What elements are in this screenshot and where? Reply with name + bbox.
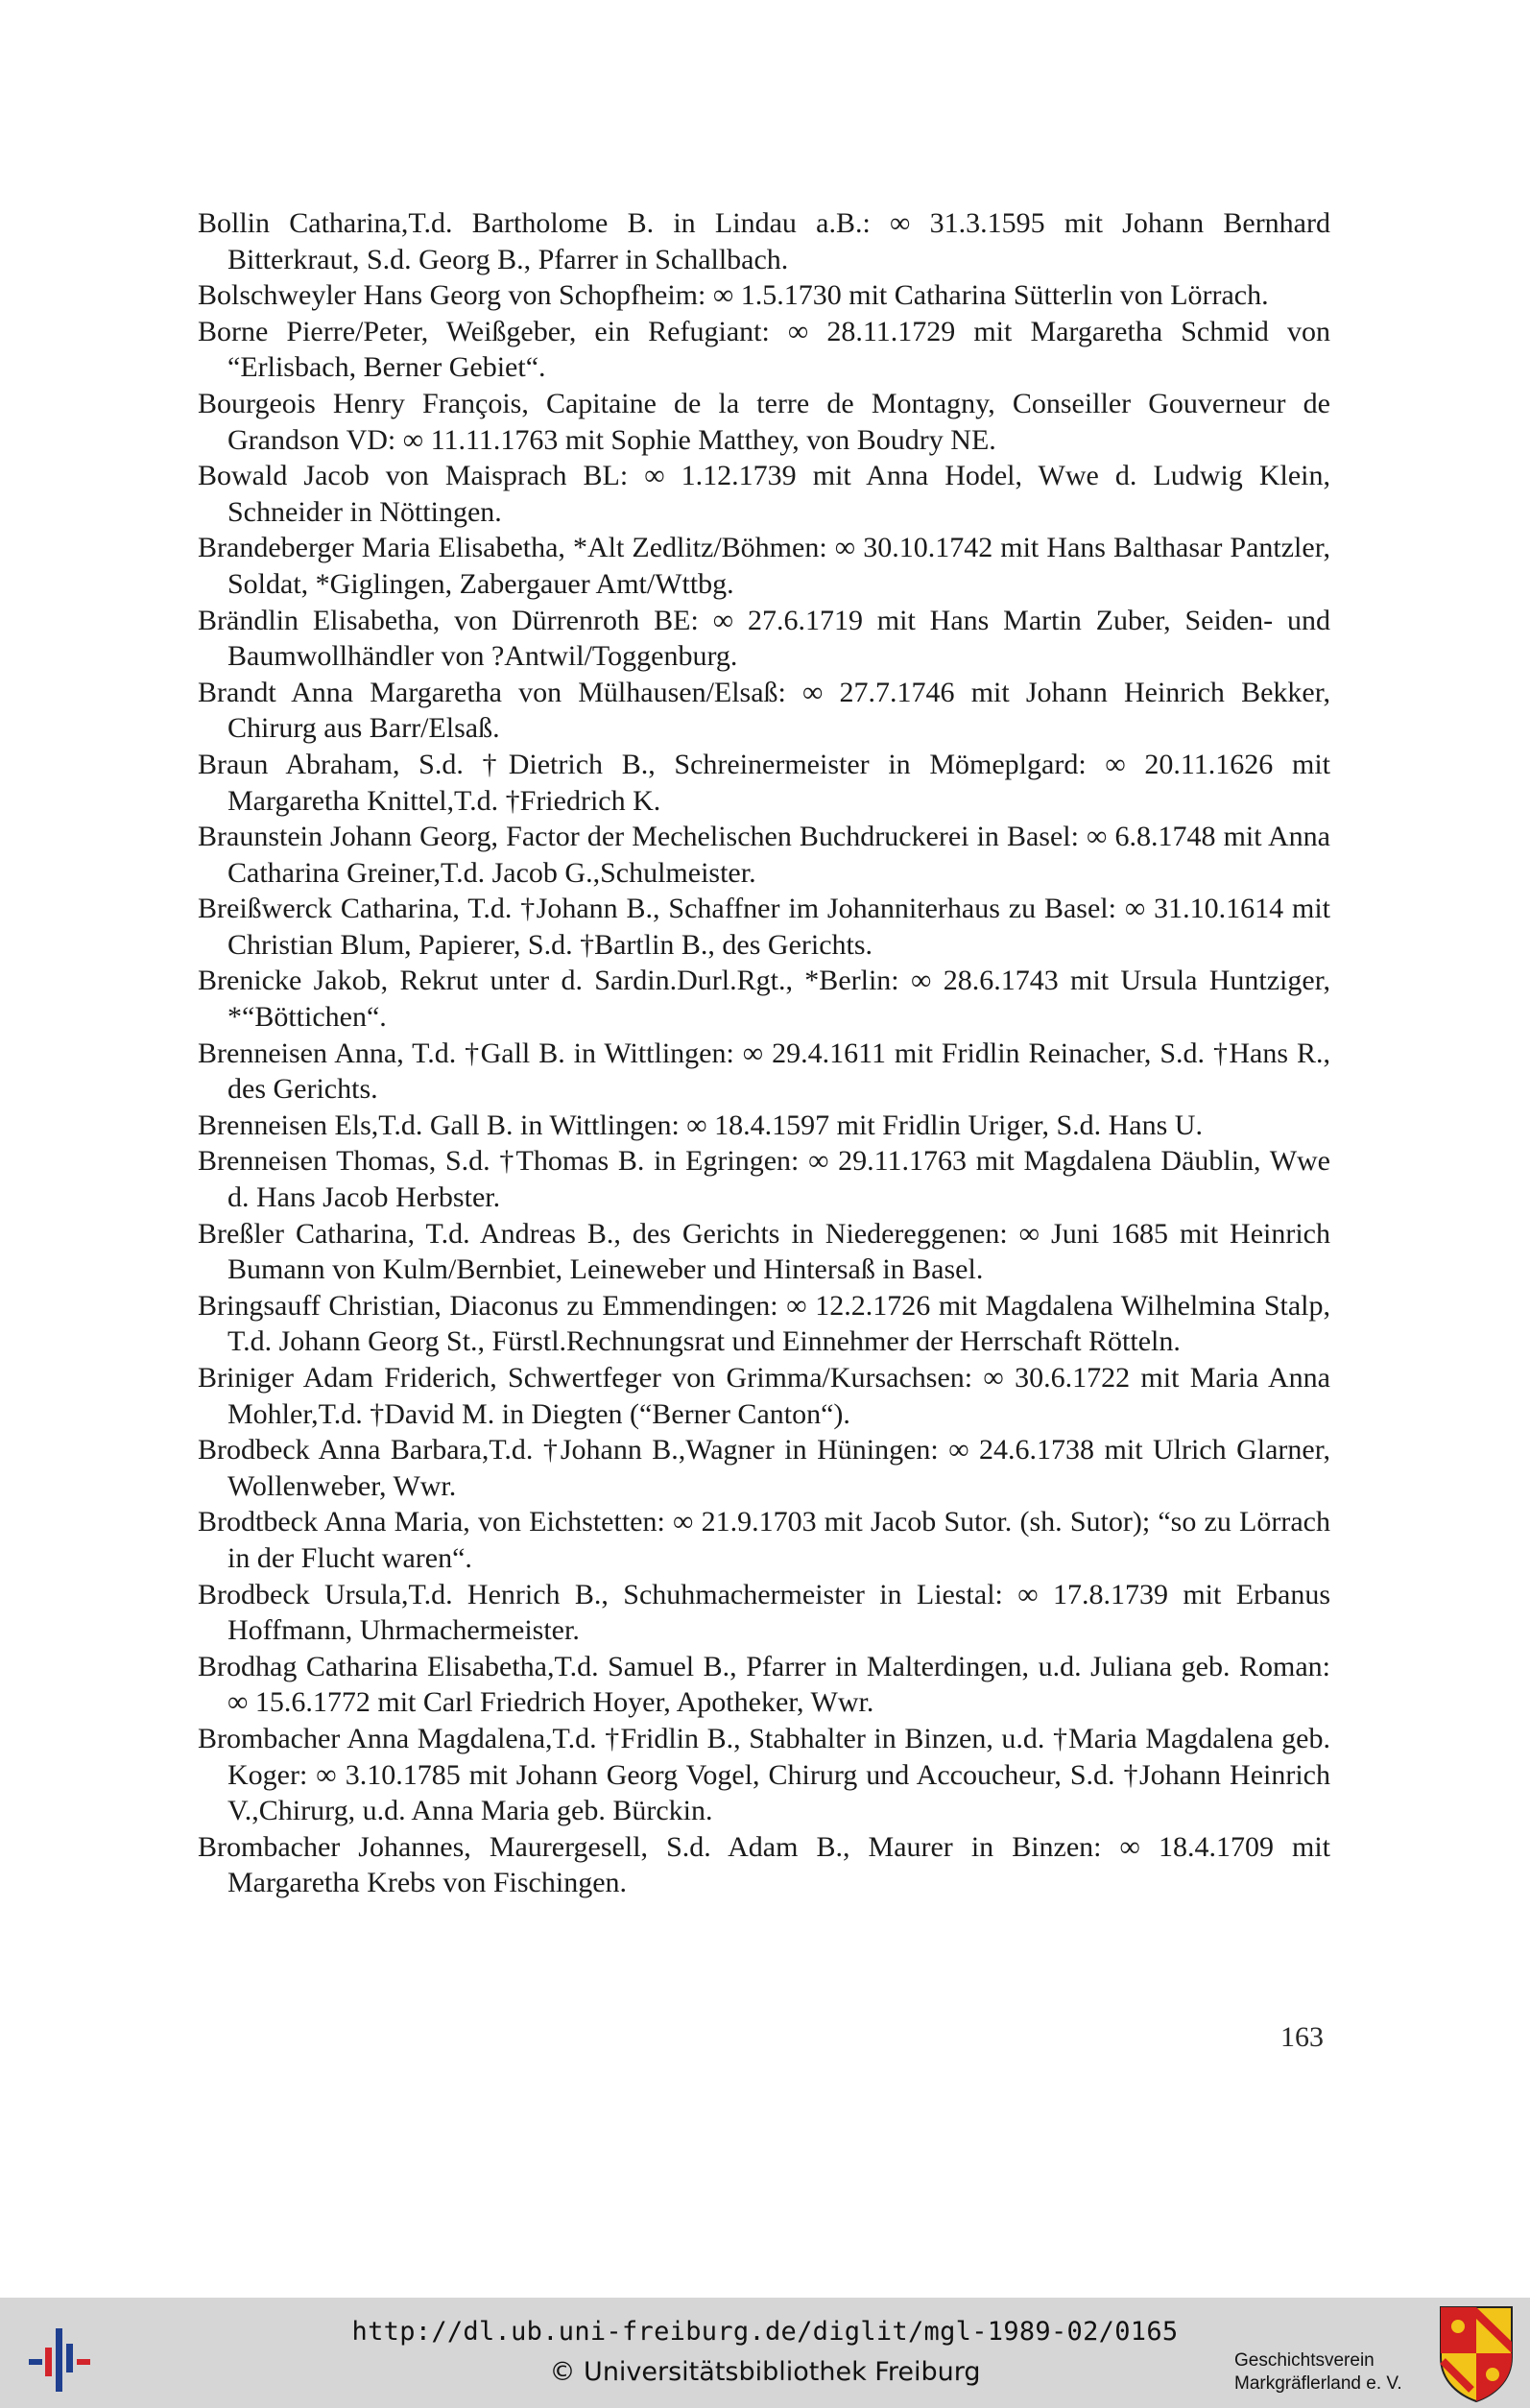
register-entry: Brenicke Jakob, Rekrut unter d. Sardin.Durl.Rgt., *Berlin: ∞ 28.6.1743 mit Ursula Huntziger, *“Böttichen“. bbox=[198, 965, 1330, 1034]
register-entry: Braun Abraham, S.d. †Dietrich B., Schreinermeister in Mömeplgard: ∞ 20.11.1626 mit Margaretha Knittel,T.d. †Friedrich K. bbox=[198, 748, 1330, 817]
register-entry: Brodbeck Ursula,T.d. Henrich B., Schuhmachermeister in Liestal: ∞ 17.8.1739 mit Erbanus Hoffmann, Uhrmachermeister. bbox=[198, 1578, 1330, 1647]
register-entry: Brenneisen Els,T.d. Gall B. in Wittlingen: ∞ 18.4.1597 mit Fridlin Uriger, S.d. Hans U. bbox=[198, 1109, 1203, 1141]
coat-of-arms-icon bbox=[1437, 2303, 1516, 2403]
page-number: 163 bbox=[1280, 2021, 1324, 2053]
footer-bar bbox=[0, 2298, 1530, 2408]
footer-copyright: © Universitätsbibliothek Freiburg bbox=[549, 2357, 981, 2387]
society-name-line2: Markgräflerland e. V. bbox=[1234, 2373, 1402, 2394]
register-entry: Bowald Jacob von Maisprach BL: ∞ 1.12.1739 mit Anna Hodel, Wwe d. Ludwig Klein, Schneider in Nöttingen. bbox=[198, 460, 1330, 528]
register-entry: Bolschweyler Hans Georg von Schopfheim: ∞ 1.5.1730 mit Catharina Sütterlin von Lörrach. bbox=[198, 279, 1269, 312]
society-name-line1: Geschichtsverein bbox=[1234, 2350, 1375, 2371]
register-entry: Braunstein Johann Georg, Factor der Mechelischen Buchdruckerei in Basel: ∞ 6.8.1748 mit Anna Catharina Greiner,T.d. Jacob G.,Schulmeister. bbox=[198, 821, 1330, 889]
register-entry: Borne Pierre/Peter, Weißgeber, ein Refugiant: ∞ 28.11.1729 mit Margaretha Schmid von “Erlisbach, Berner Gebiet“. bbox=[198, 315, 1330, 384]
register-entry: Brodtbeck Anna Maria, von Eichstetten: ∞ 21.9.1703 mit Jacob Sutor. (sh. Sutor); “so zu Lörrach in der Flucht waren“. bbox=[198, 1506, 1330, 1574]
register-entry: Briniger Adam Friderich, Schwertfeger von Grimma/Kursachsen: ∞ 30.6.1722 mit Maria Anna Mohler,T.d. †David M. in Diegten (“Berner Canton“). bbox=[198, 1362, 1330, 1430]
register-entry: Brandeberger Maria Elisabetha, *Alt Zedlitz/Böhmen: ∞ 30.10.1742 mit Hans Balthasar Pantzler, Soldat, *Giglingen, Zabergauer Amt/Wttbg. bbox=[198, 532, 1330, 600]
register-entry: Brombacher Anna Magdalena,T.d. †Fridlin B., Stabhalter in Binzen, u.d. †Maria Magdalena geb. Koger: ∞ 3.10.1785 mit Johann Georg Vogel, Chirurg und Accoucheur, S.d. †Johann Heinrich V.,Chirurg, u.d. Anna Maria geb. Bürckin. bbox=[198, 1722, 1330, 1827]
register-entry: Brenneisen Thomas, S.d. †Thomas B. in Egringen: ∞ 29.11.1763 mit Magdalena Däublin, Wwe d. Hans Jacob Herbster. bbox=[198, 1145, 1330, 1214]
register-entry: Brandt Anna Margaretha von Mülhausen/Elsaß: ∞ 27.7.1746 mit Johann Heinrich Bekker, Chirurg aus Barr/Elsaß. bbox=[198, 676, 1330, 745]
register-entry: Brodhag Catharina Elisabetha,T.d. Samuel B., Pfarrer in Malterdingen, u.d. Juliana geb. Roman: ∞ 15.6.1772 mit Carl Friedrich Hoyer, Apotheker, Wwr. bbox=[198, 1650, 1330, 1719]
register-entry: Brändlin Elisabetha, von Dürrenroth BE: ∞ 27.6.1719 mit Hans Martin Zuber, Seiden- und Baumwollhändler von ?Antwil/Toggenburg. bbox=[198, 604, 1330, 673]
register-entry: Bourgeois Henry François, Capitaine de la terre de Montagny, Conseiller Gouverneur de Grandson VD: ∞ 11.11.1763 mit Sophie Matthey, von Boudry NE. bbox=[198, 387, 1330, 456]
register-entry: Brombacher Johannes, Maurergesell, S.d. Adam B., Maurer in Binzen: ∞ 18.4.1709 mit Margaretha Krebs von Fischingen. bbox=[198, 1830, 1330, 1899]
register-entries bbox=[198, 205, 1330, 1901]
register-entry: Bringsauff Christian, Diaconus zu Emmendingen: ∞ 12.2.1726 mit Magdalena Wilhelmina Stalp, T.d. Johann Georg St., Fürstl.Rechnungsrat und Einnehmer der Herrschaft Rötteln. bbox=[198, 1289, 1330, 1358]
register-entry: Brodbeck Anna Barbara,T.d. †Johann B.,Wagner in Hüningen: ∞ 24.6.1738 mit Ulrich Glarner, Wollenweber, Wwr. bbox=[198, 1434, 1330, 1502]
register-entry: Breißwerck Catharina, T.d. †Johann B., Schaffner im Johanniterhaus zu Basel: ∞ 31.10.1614 mit Christian Blum, Papierer, S.d. †Bartlin B., des Gerichts. bbox=[198, 893, 1330, 961]
register-entry: Breßler Catharina, T.d. Andreas B., des Gerichts in Niedereggenen: ∞ Juni 1685 mit Heinrich Bumann von Kulm/Bernbiet, Leineweber und Hintersaß in Basel. bbox=[198, 1217, 1330, 1286]
register-entry: Bollin Catharina,T.d. Bartholome B. in Lindau a.B.: ∞ 31.3.1595 mit Johann Bernhard Bitterkraut, S.d. Georg B., Pfarrer in Schallbach. bbox=[198, 207, 1330, 275]
register-entry: Brenneisen Anna, T.d. †Gall B. in Wittlingen: ∞ 29.4.1611 mit Fridlin Reinacher, S.d. †Hans R., des Gerichts. bbox=[198, 1037, 1330, 1106]
footer-url-link[interactable]: http://dl.ub.uni-freiburg.de/diglit/mgl-1989-02/0165 bbox=[351, 2317, 1179, 2347]
society-name bbox=[1234, 2349, 1426, 2396]
